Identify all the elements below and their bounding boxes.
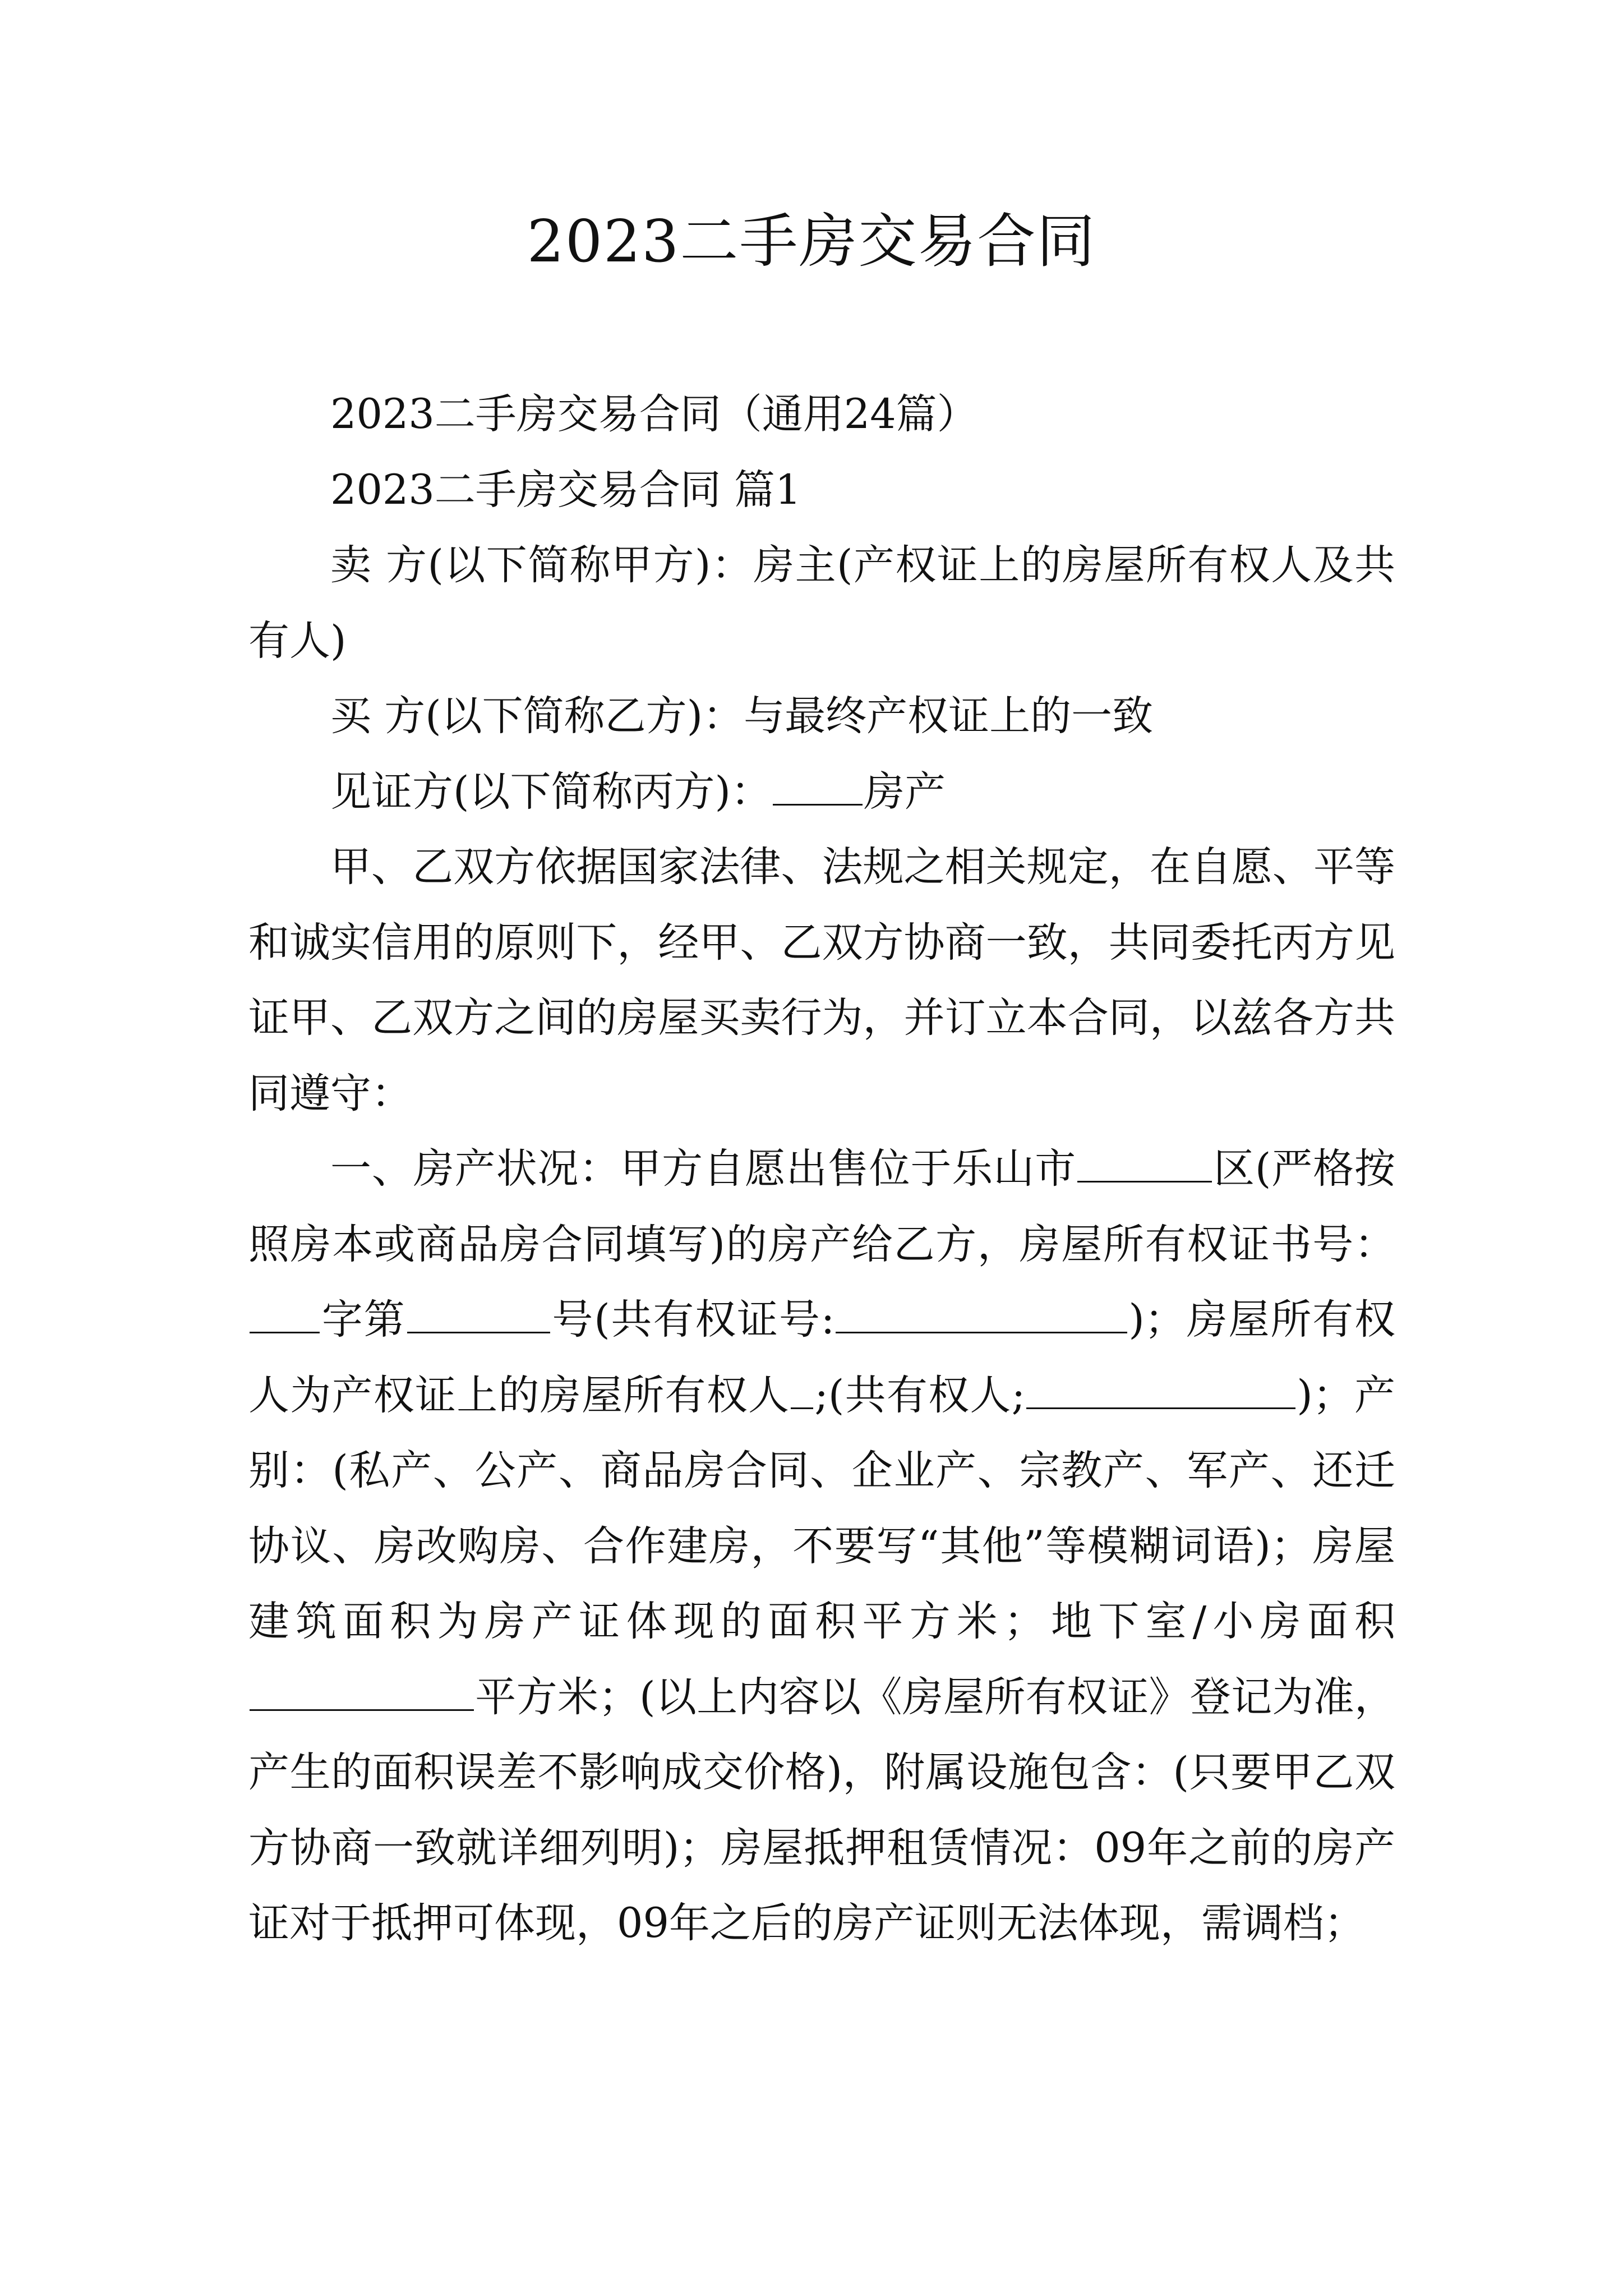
district-blank — [1077, 1146, 1212, 1182]
subtitle-line: 2023二手房交易合同（通用24篇） — [330, 390, 978, 438]
owner-blank — [791, 1373, 813, 1409]
clause-1-part-5: )；房屋所有权人为产权证上的房屋所有权人 — [248, 1296, 1396, 1419]
document-title: 2023二手房交易合同 — [527, 207, 1096, 275]
certificate-number-blank — [407, 1297, 550, 1333]
clause-1-part-6: ;(共有权人; — [814, 1371, 1026, 1419]
document-body — [248, 377, 1395, 1962]
clause-1-part-1: 一、房产状况：甲方自愿出售位于乐山市 — [330, 1145, 1077, 1193]
clause-1-part-7: )；产别：(私产、公产、商品房合同、企业产、宗教产、军产、还迁协议、房改购房、合作建房，不要写“其他”等模糊词语)；房屋建筑面积为房产证体现的面积平方米；地下室/小房面积 — [248, 1371, 1396, 1645]
certificate-prefix-blank — [250, 1297, 320, 1333]
clause-1-part-4: 号(共有权证号: — [551, 1296, 835, 1343]
co-ownership-number-blank — [836, 1297, 1127, 1333]
witness-suffix: 房产 — [863, 767, 946, 816]
basement-area-blank — [250, 1674, 474, 1711]
intro-paragraph: 甲、乙双方依据国家法律、法规之相关规定，在自愿、平等和诚实信用的原则下，经甲、乙双方协商一致，共同委托丙方见证甲、乙双方之间的房屋买卖行为，并订立本合同，以兹各方共同遵守： — [248, 843, 1395, 1117]
witness-blank — [773, 769, 863, 806]
clause-1-part-3: 字第 — [321, 1296, 406, 1343]
witness-label: 见证方(以下简称丙方)： — [330, 767, 772, 816]
witness-line — [248, 754, 1395, 830]
clause-1-paragraph — [248, 1131, 1395, 1962]
co-owner-blank — [1026, 1373, 1295, 1409]
buyer-line: 买 方(以下简称乙方)：与最终产权证上的一致 — [330, 692, 1154, 740]
clause-1-part-8: 平方米；(以上内容以《房屋所有权证》登记为准，产生的面积误差不影响成交价格)，附属设施包含：(只要甲乙双方协商一致就详细列明)；房屋抵押租赁情况：09年之前的房产证对于抵押可体现，09年之后的房产证则无法体现，需调档； — [248, 1673, 1395, 1947]
seller-line: 卖 方(以下简称甲方)：房主(产权证上的房屋所有权人及共有人) — [248, 541, 1395, 665]
clause-1-part-2: 区(严格按照房本或商品房合同填写)的房产给乙方，房屋所有权证书号： — [248, 1145, 1396, 1268]
section-heading: 2023二手房交易合同 篇1 — [330, 466, 801, 514]
